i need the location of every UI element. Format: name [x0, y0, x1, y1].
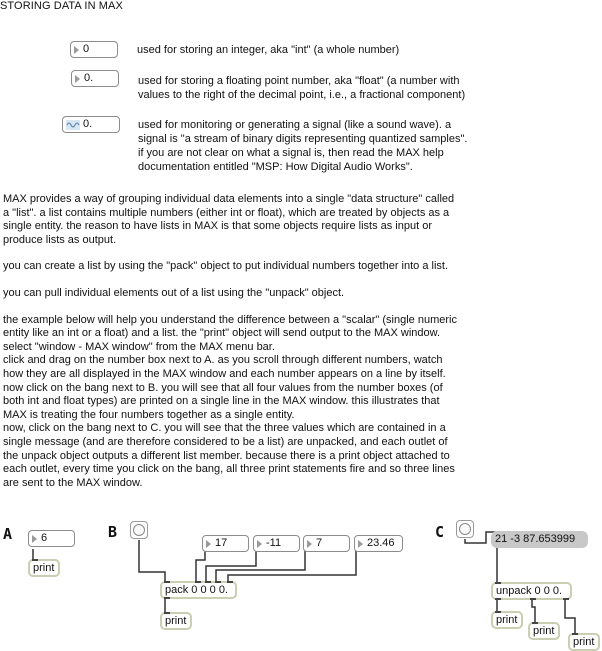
section-b-bang[interactable] [130, 521, 148, 539]
print-label: print [165, 615, 187, 627]
triangle-icon [358, 540, 363, 548]
section-b-number-1[interactable] [202, 535, 249, 552]
unpack-object[interactable] [491, 582, 572, 600]
signal-number-value: 0. [83, 118, 93, 130]
section-b-print-object[interactable] [160, 612, 192, 630]
triangle-icon [307, 540, 312, 548]
number-value: 23.46 [367, 537, 395, 549]
section-b-label: B [108, 523, 118, 541]
section-a-print-object[interactable] [28, 559, 60, 577]
print-label: print [533, 625, 555, 637]
print-label: print [573, 636, 595, 648]
unpack-label: unpack 0 0 0. [496, 585, 563, 597]
triangle-icon [206, 540, 211, 548]
list-message-box[interactable] [491, 531, 588, 548]
page-title: STORING DATA IN MAX [0, 0, 123, 12]
print-label: print [496, 614, 518, 626]
message-text: 21 -3 87.653999 [495, 533, 576, 545]
section-c-bang[interactable] [456, 520, 474, 538]
section-c-label: C [435, 523, 445, 541]
pack-paragraph: you can create a list by using the "pack" object to put individual numbers together into a list. [3, 260, 449, 273]
number-value: 17 [215, 537, 228, 549]
section-c-print-object-2[interactable] [528, 622, 560, 640]
pack-object[interactable] [160, 581, 237, 599]
number-value: 7 [316, 537, 323, 549]
bang-circle-icon [133, 524, 145, 536]
section-b-number-4[interactable] [354, 535, 403, 552]
bang-circle-icon [459, 523, 471, 535]
section-a-number: 6 [41, 532, 48, 544]
section-c-print-object-3[interactable] [568, 633, 600, 651]
int-number-value: 0 [83, 43, 90, 55]
float-description: used for storing a floating point number, aka "float" (a number with values to the right of the decimal point, i.e., a fractional component) [138, 75, 466, 101]
int-description: used for storing an integer, aka "int" (a whole number) [137, 44, 400, 56]
list-paragraph: MAX provides a way of grouping individual data elements into a single "data structure" called a "list". a list contains multiple numbers (either int or float), which are treated by objects as a single entity. the reason to have lists in MAX is that some objects require lists as input or produce lists as output. [3, 193, 455, 246]
signal-description: used for monitoring or generating a signal (like a sound wave). a signal is "a stream of binary digits representing quantized samples". if you are not clear on what a signal is, then read the MAX help documentation entitled "MSP: How Digital Audio Works". [138, 119, 468, 173]
triangle-icon [257, 540, 262, 548]
section-b-number-3[interactable] [303, 535, 350, 552]
triangle-icon [32, 535, 37, 543]
section-a-number-box[interactable] [28, 530, 75, 547]
section-b-number-2[interactable] [253, 535, 300, 552]
pack-label: pack 0 0 0 0. [165, 584, 228, 596]
float-number-value: 0. [84, 72, 94, 84]
section-a-label: A [3, 525, 13, 543]
unpack-paragraph: you can pull individual elements out of a list using the "unpack" object. [3, 286, 345, 299]
print-label: print [33, 562, 55, 574]
example-paragraph: the example below will help you understand the difference between a "scalar" (single numeric entity like an int or a float) and a list. the "print" object will send output to the MAX window. select "window - MAX window" from the MAX menu bar. click and drag on the number box next to A. as you scroll through different numbers, watch how they are all displayed in the MAX window and each number appears on a line by itself. now click on the bang next to B. you will see that all four values from the number boxes (of both int and float types) are printed on a single line in the MAX window. this illustrates that MAX is treating the four numbers together as a single entity. now, click on the bang next to C. you will see that the three values which are contained in a single message (and are therefore considered to be a list) are unpacked, and each outlet of the unpack object outputs a different list member. because there is a print object attached to each outlet, every time you click on the bang, all three print statements fire and so three lines are sent to the MAX window. [3, 313, 457, 489]
number-value: -11 [266, 537, 282, 549]
section-c-print-object-1[interactable] [491, 611, 523, 629]
